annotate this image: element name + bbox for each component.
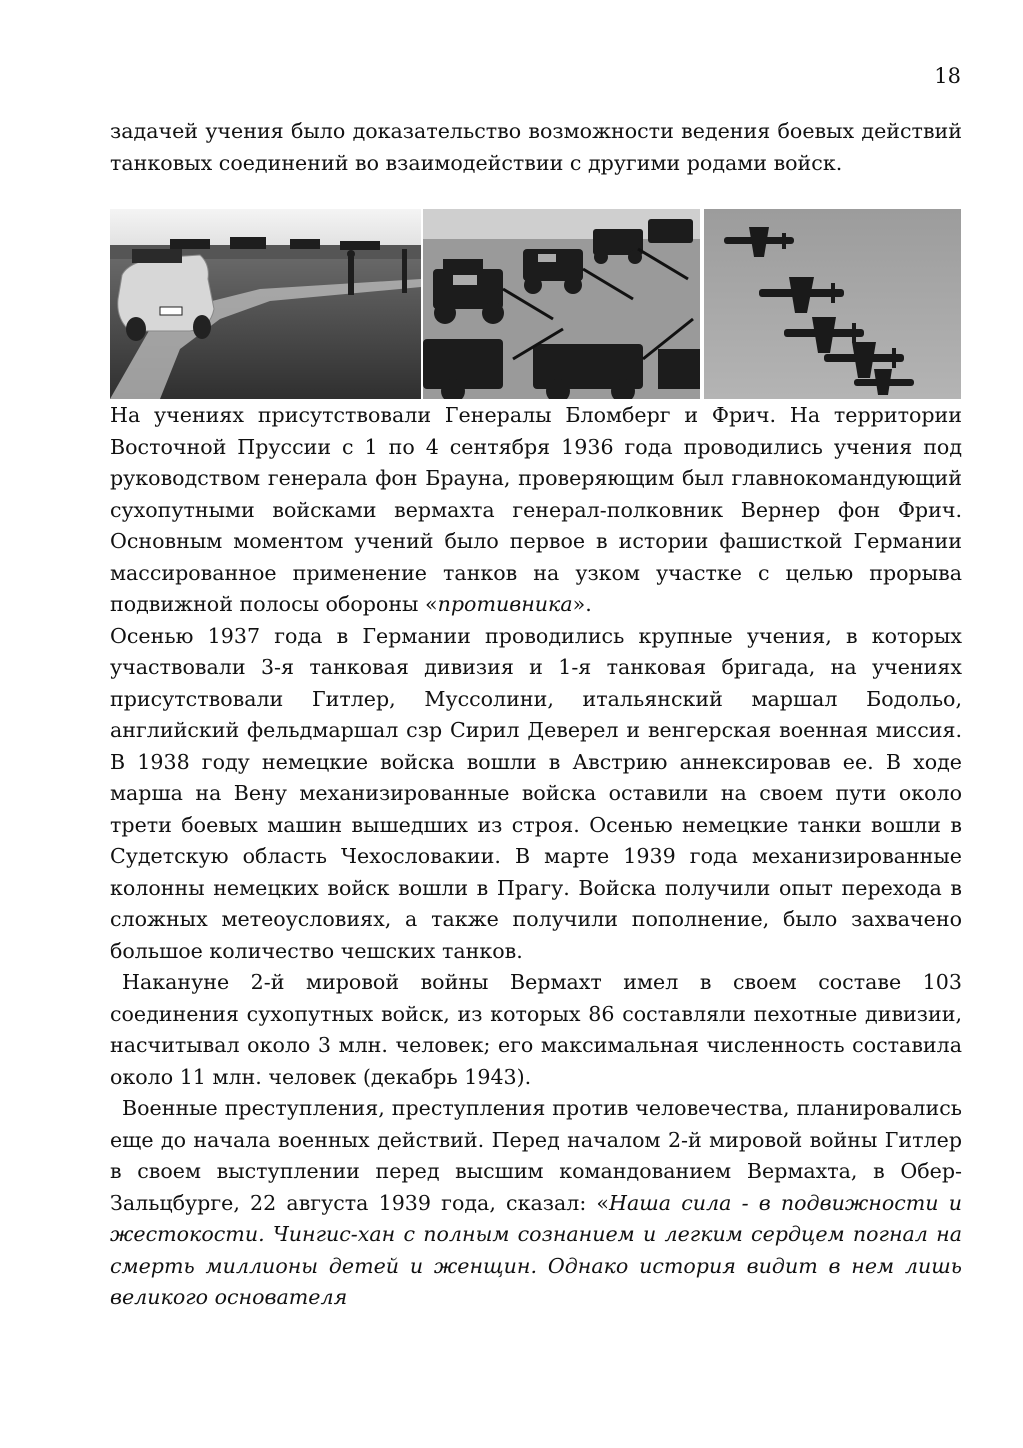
paragraph-4-text: Военные преступления, преступления против человечества, планировались еще до начала военных действий. Перед началом 2-й мировой войны Гитлер в своем выступлении перед высшим командованием Вермахта, в Обер-Зальцбурге, 22 августа 1939 года, сказал: « (110, 1096, 962, 1215)
paragraph-1-italic: противника (437, 592, 573, 616)
page-number: 18 (934, 64, 961, 88)
paragraph-1-end: ». (572, 592, 592, 616)
paragraph-2: Осенью 1937 года в Германии проводились крупные учения, в которых участвовали 3-я танковая дивизия и 1-я танковая бригада, на учениях присутствовали Гитлер, Муссолини, итальянский маршал Бодольо, английский фельдмаршал сзр Сирил Деверел и венгерская военная миссия. В 1938 году немецкие войска вошли в Австрию аннексировав ее. В ходе марша на Вену механизированные войска оставили на своем пути около трети боевых машин вышедших из строя. Осенью немецкие танки вошли в Судетскую область Чехословакии. В марте 1939 года механизированные колонны немецких войск вошли в Прагу. Войска получили опыт перехода в сложных метеоусловиях, а также получили пополнение, было захвачено большое количество чешских танков. (110, 623, 962, 963)
main-text-block (110, 400, 962, 1314)
paragraph-1-text: На учениях присутствовали Генералы Бломберг и Фрич. На территории Восточной Пруссии с 1 по 4 сентября 1936 года проводились учения под руководством генерала фон Брауна, проверяющим был главнокомандующий сухопутными войсками вермахта генерал-полковник Вернер фон Фрич. Основным моментом учений было первое в истории фашисткой Германии массированное применение танков на узком участке с целью прорыва подвижной полосы обороны « (110, 403, 962, 616)
bomber-formation-photo (704, 209, 961, 399)
photo-strip (110, 209, 962, 399)
paragraph-4-quote: Наша сила - в подвижности и жестокости. Чингис-хан с полным сознанием и легким сердцем погнал на смерть миллионы детей и женщин. Однако история видит в нем лишь великого основателя (110, 1190, 962, 1309)
intro-paragraph: задачей учения было доказательство возможности ведения боевых действий танковых соединений во взаимодействии с другими родами войск. (110, 119, 962, 175)
paragraph-4 (110, 1093, 962, 1314)
field-staff-car-photo (110, 209, 421, 399)
paragraph-3: Накануне 2-й мировой войны Вермахт имел в своем составе 103 соединения сухопутных войск, из которых 86 составляли пехотные дивизии, насчитывал около 3 млн. человек; его максимальная численность составила около 11 млн. человек (декабрь 1943). (110, 970, 962, 1089)
paragraph-1 (110, 400, 962, 621)
artillery-tractors-photo (423, 209, 700, 399)
intro-text-block (110, 116, 962, 179)
